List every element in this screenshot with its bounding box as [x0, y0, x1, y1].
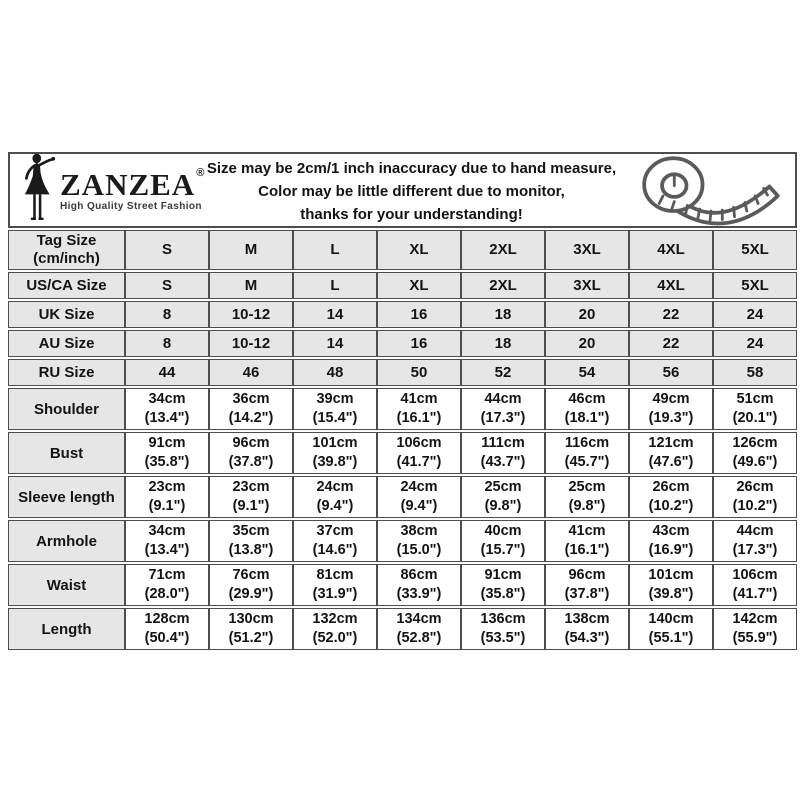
- table-row: [8, 520, 797, 562]
- size-value-cell: XL: [377, 272, 461, 299]
- brand-name: ZANZEA: [60, 166, 196, 202]
- size-value-cell: 8: [125, 301, 209, 328]
- row-label-cell: Waist: [8, 564, 125, 606]
- measuring-tape-icon: [627, 147, 795, 227]
- measurement-cell: 23cm (9.1"): [125, 476, 209, 518]
- size-value-cell: 16: [377, 330, 461, 357]
- measurement-cell: 40cm (15.7"): [461, 520, 545, 562]
- size-value-cell: 20: [545, 330, 629, 357]
- measurement-cell: 43cm (16.9"): [629, 520, 713, 562]
- size-value-cell: S: [125, 272, 209, 299]
- measurement-cell: 51cm (20.1"): [713, 388, 797, 430]
- measurement-cell: 71cm (28.0"): [125, 564, 209, 606]
- measurement-cell: 81cm (31.9"): [293, 564, 377, 606]
- brand-tagline: High Quality Street Fashion: [60, 200, 202, 212]
- brand-text-block: [60, 166, 205, 212]
- row-label-cell: Armhole: [8, 520, 125, 562]
- table-row: [8, 359, 797, 386]
- table-row: [8, 608, 797, 650]
- measurement-cell: 132cm (52.0"): [293, 608, 377, 650]
- measurement-cell: 24cm (9.4"): [377, 476, 461, 518]
- size-value-cell: 3XL: [545, 272, 629, 299]
- measurement-cell: 36cm (14.2"): [209, 388, 293, 430]
- measurement-cell: 106cm (41.7"): [713, 564, 797, 606]
- table-row: [8, 230, 797, 270]
- measurement-cell: 142cm (55.9"): [713, 608, 797, 650]
- size-value-cell: 14: [293, 301, 377, 328]
- size-value-cell: 14: [293, 330, 377, 357]
- size-column-header-cell: 2XL: [461, 230, 545, 270]
- table-row: [8, 272, 797, 299]
- corner-header-cell: Tag Size (cm/inch): [8, 230, 125, 270]
- measurement-cell: 140cm (55.1"): [629, 608, 713, 650]
- measurement-cell: 41cm (16.1"): [545, 520, 629, 562]
- disclaimer-line-1: Size may be 2cm/1 inch inaccuracy due to hand measure,: [206, 159, 617, 177]
- size-column-header-cell: S: [125, 230, 209, 270]
- size-value-cell: 58: [713, 359, 797, 386]
- measurement-cell: 136cm (53.5"): [461, 608, 545, 650]
- measurement-cell: 121cm (47.6"): [629, 432, 713, 474]
- measurement-cell: 26cm (10.2"): [629, 476, 713, 518]
- measurement-cell: 49cm (19.3"): [629, 388, 713, 430]
- measurement-cell: 134cm (52.8"): [377, 608, 461, 650]
- row-label-cell: RU Size: [8, 359, 125, 386]
- size-value-cell: 20: [545, 301, 629, 328]
- size-column-header-cell: 3XL: [545, 230, 629, 270]
- size-column-header-cell: 5XL: [713, 230, 797, 270]
- measurement-cell: 24cm (9.4"): [293, 476, 377, 518]
- measurement-cell: 26cm (10.2"): [713, 476, 797, 518]
- size-value-cell: 22: [629, 330, 713, 357]
- disclaimer-line-3: thanks for your understanding!: [300, 205, 523, 223]
- size-value-cell: 18: [461, 330, 545, 357]
- measurement-cell: 39cm (15.4"): [293, 388, 377, 430]
- measurement-cell: 23cm (9.1"): [209, 476, 293, 518]
- size-value-cell: 48: [293, 359, 377, 386]
- size-value-cell: 50: [377, 359, 461, 386]
- measurement-cell: 76cm (29.9"): [209, 564, 293, 606]
- table-row: [8, 476, 797, 518]
- registered-trademark: ®: [196, 166, 205, 179]
- row-label-cell: Sleeve length: [8, 476, 125, 518]
- measurement-cell: 44cm (17.3"): [713, 520, 797, 562]
- size-value-cell: 24: [713, 330, 797, 357]
- header-box: [8, 152, 797, 228]
- measurement-cell: 138cm (54.3"): [545, 608, 629, 650]
- size-value-cell: 18: [461, 301, 545, 328]
- measurement-cell: 46cm (18.1"): [545, 388, 629, 430]
- size-value-cell: 4XL: [629, 272, 713, 299]
- size-value-cell: 52: [461, 359, 545, 386]
- measurement-cell: 91cm (35.8"): [125, 432, 209, 474]
- size-value-cell: 46: [209, 359, 293, 386]
- measurement-cell: 96cm (37.8"): [209, 432, 293, 474]
- row-label-cell: Shoulder: [8, 388, 125, 430]
- table-row: [8, 330, 797, 357]
- size-value-cell: M: [209, 272, 293, 299]
- disclaimer-line-2: Color may be little different due to monitor,: [258, 182, 565, 200]
- measurement-cell: 44cm (17.3"): [461, 388, 545, 430]
- measurement-cell: 86cm (33.9"): [377, 564, 461, 606]
- measurement-cell: 25cm (9.8"): [545, 476, 629, 518]
- table-row: [8, 388, 797, 430]
- size-value-cell: 44: [125, 359, 209, 386]
- row-label-cell: AU Size: [8, 330, 125, 357]
- measurement-cell: 91cm (35.8"): [461, 564, 545, 606]
- row-label-cell: US/CA Size: [8, 272, 125, 299]
- size-value-cell: 24: [713, 301, 797, 328]
- measurement-cell: 35cm (13.8"): [209, 520, 293, 562]
- size-column-header-cell: XL: [377, 230, 461, 270]
- size-chart-table: [8, 228, 797, 652]
- size-value-cell: 10-12: [209, 330, 293, 357]
- measurement-cell: 96cm (37.8"): [545, 564, 629, 606]
- row-label-cell: Bust: [8, 432, 125, 474]
- measurement-cell: 126cm (49.6"): [713, 432, 797, 474]
- measurement-cell: 101cm (39.8"): [293, 432, 377, 474]
- measurement-cell: 38cm (15.0"): [377, 520, 461, 562]
- size-value-cell: 16: [377, 301, 461, 328]
- size-value-cell: 2XL: [461, 272, 545, 299]
- size-value-cell: 56: [629, 359, 713, 386]
- size-column-header-cell: 4XL: [629, 230, 713, 270]
- disclaimer-text: [196, 155, 627, 226]
- size-column-header-cell: L: [293, 230, 377, 270]
- size-value-cell: 54: [545, 359, 629, 386]
- woman-silhouette-icon: [14, 152, 58, 229]
- size-value-cell: 10-12: [209, 301, 293, 328]
- measurement-cell: 106cm (41.7"): [377, 432, 461, 474]
- size-chart-body: [8, 230, 797, 650]
- measurement-cell: 34cm (13.4"): [125, 388, 209, 430]
- size-value-cell: 5XL: [713, 272, 797, 299]
- measurement-cell: 25cm (9.8"): [461, 476, 545, 518]
- brand-logo: [10, 152, 205, 229]
- measurement-cell: 128cm (50.4"): [125, 608, 209, 650]
- measurement-cell: 111cm (43.7"): [461, 432, 545, 474]
- size-column-header-cell: M: [209, 230, 293, 270]
- size-value-cell: 8: [125, 330, 209, 357]
- size-chart-sheet: [8, 152, 797, 652]
- measurement-cell: 116cm (45.7"): [545, 432, 629, 474]
- measurement-cell: 37cm (14.6"): [293, 520, 377, 562]
- size-value-cell: L: [293, 272, 377, 299]
- size-value-cell: 22: [629, 301, 713, 328]
- measurement-cell: 34cm (13.4"): [125, 520, 209, 562]
- table-row: [8, 564, 797, 606]
- row-label-cell: Length: [8, 608, 125, 650]
- measurement-cell: 41cm (16.1"): [377, 388, 461, 430]
- measurement-cell: 130cm (51.2"): [209, 608, 293, 650]
- table-row: [8, 432, 797, 474]
- row-label-cell: UK Size: [8, 301, 125, 328]
- table-row: [8, 301, 797, 328]
- measurement-cell: 101cm (39.8"): [629, 564, 713, 606]
